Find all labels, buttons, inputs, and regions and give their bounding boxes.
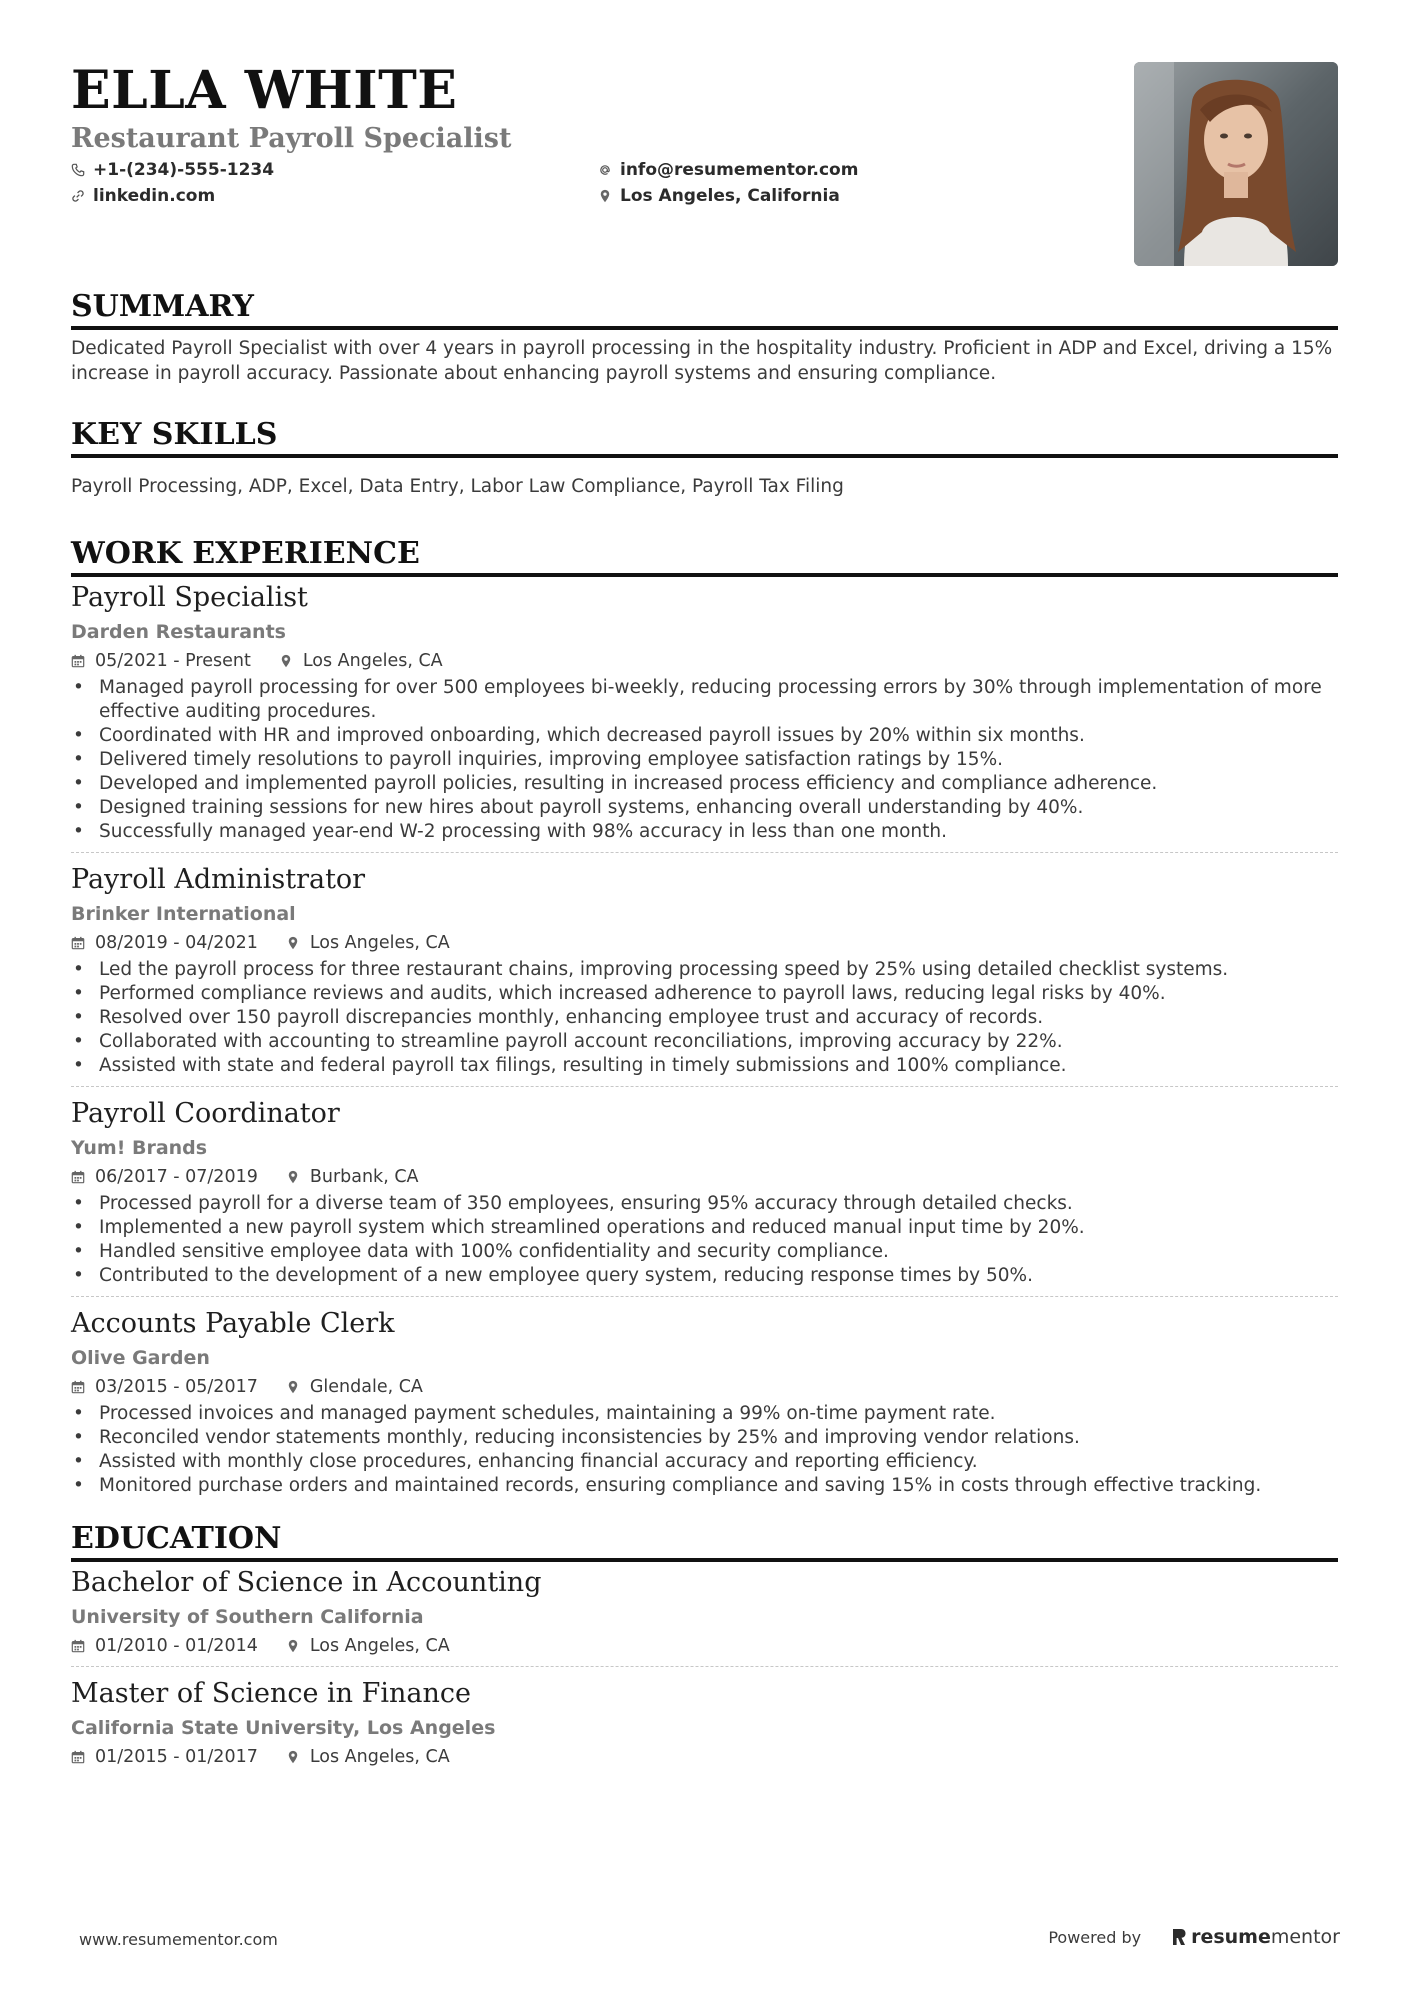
profile-photo (1134, 62, 1338, 266)
linkedin-contact[interactable] (71, 184, 215, 208)
education-meta (71, 1634, 1338, 1658)
resumementor-logo-icon (1171, 1927, 1187, 1947)
bullet-item: • Performed compliance reviews and audits, which increased adherence to payroll laws, reducing legal risks by 40%. (71, 982, 1338, 1006)
experience-section (71, 535, 1338, 1498)
education-location: Los Angeles, CA (309, 1636, 450, 1656)
map-pin-icon (286, 936, 300, 950)
job-title: Payroll Administrator (71, 864, 366, 895)
brand-name-bold: resume (1191, 1926, 1271, 1948)
bullet-item: • Implemented a new payroll system which streamlined operations and reduced manual input time by 20%. (71, 1216, 1338, 1240)
job-location: Los Angeles, CA (302, 651, 443, 671)
summary-section (71, 288, 1338, 386)
job-title: Accounts Payable Clerk (71, 1308, 395, 1339)
job-divider (71, 1086, 1338, 1087)
job-meta (71, 1375, 1338, 1399)
footer-powered-by (1048, 1926, 1340, 1948)
bullet-item: • Coordinated with HR and improved onboarding, which decreased payroll issues by 20% within six months. (71, 724, 1338, 748)
bullet-item: • Developed and implemented payroll policies, resulting in increased process efficiency and compliance adherence. (71, 772, 1338, 796)
bullet-item: • Assisted with monthly close procedures, enhancing financial accuracy and reporting efficiency. (71, 1450, 1338, 1474)
bullet-item: • Collaborated with accounting to streamline payroll account reconciliations, improving accuracy by 22%. (71, 1030, 1338, 1054)
calendar-icon (71, 1380, 85, 1394)
job-title: Payroll Coordinator (71, 1098, 340, 1129)
skills-heading: KEY SKILLS (71, 416, 1338, 458)
job-company: Olive Garden (71, 1347, 210, 1369)
calendar-icon (71, 1750, 85, 1764)
degree-title: Bachelor of Science in Accounting (71, 1567, 542, 1598)
summary-heading: SUMMARY (71, 288, 1338, 330)
phone-icon (71, 163, 85, 177)
candidate-name: ELLA WHITE (71, 60, 458, 121)
bullet-item: • Handled sensitive employee data with 100% confidentiality and security compliance. (71, 1240, 1338, 1264)
bullet-item: • Led the payroll process for three restaurant chains, improving processing speed by 25% using detailed checklist systems. (71, 958, 1338, 982)
degree-title: Master of Science in Finance (71, 1678, 472, 1709)
job-divider (71, 852, 1338, 853)
job-dates: 05/2021 - Present (95, 651, 251, 671)
bullet-item: • Assisted with state and federal payroll tax filings, resulting in timely submissions and 100% compliance. (71, 1054, 1338, 1078)
bullet-item: • Resolved over 150 payroll discrepancies monthly, enhancing employee trust and accuracy of records. (71, 1006, 1338, 1030)
job-meta (71, 931, 1338, 955)
portrait-photo (1134, 62, 1338, 266)
job-divider (71, 1296, 1338, 1297)
at-icon (598, 163, 612, 177)
phone-text: +1-(234)-555-1234 (93, 160, 275, 180)
job-dates: 03/2015 - 05/2017 (95, 1377, 258, 1397)
calendar-icon (71, 1170, 85, 1184)
job-entry (71, 863, 1338, 1078)
summary-text: Dedicated Payroll Specialist with over 4 years in payroll processing in the hospitality industry. Proficient in ADP and Excel, driving a 15% increase in payroll accuracy. Passionate about enhancing payroll systems and ensuring compliance. (71, 338, 1333, 384)
education-meta (71, 1745, 1338, 1769)
school-name: California State University, Los Angeles (71, 1717, 496, 1739)
job-meta (71, 649, 1338, 673)
map-pin-icon (286, 1380, 300, 1394)
map-pin-icon (598, 189, 612, 203)
resume-header (71, 0, 1338, 240)
job-dates: 08/2019 - 04/2021 (95, 933, 258, 953)
bullet-item: • Reconciled vendor statements monthly, reducing inconsistencies by 25% and improving vendor relations. (71, 1426, 1338, 1450)
job-meta (71, 1165, 1338, 1189)
map-pin-icon (279, 654, 293, 668)
education-section (71, 1520, 1338, 1769)
job-bullets (71, 1402, 1338, 1498)
school-name: University of Southern California (71, 1606, 424, 1628)
job-bullets (71, 958, 1338, 1078)
job-entry (71, 581, 1338, 844)
job-company: Darden Restaurants (71, 621, 286, 643)
education-heading: EDUCATION (71, 1520, 1338, 1562)
map-pin-icon (286, 1170, 300, 1184)
education-location: Los Angeles, CA (309, 1747, 450, 1767)
linkedin-text[interactable]: linkedin.com (93, 186, 216, 206)
phone-contact (71, 158, 274, 182)
job-bullets (71, 676, 1338, 844)
job-company: Brinker International (71, 903, 296, 925)
bullet-item: • Processed invoices and managed payment schedules, maintaining a 99% on-time payment rate. (71, 1402, 1338, 1426)
job-bullets (71, 1192, 1338, 1288)
job-location: Los Angeles, CA (309, 933, 450, 953)
footer-website[interactable]: www.resumementor.com (79, 1930, 278, 1949)
location-contact (598, 184, 840, 208)
bullet-item: • Monitored purchase orders and maintained records, ensuring compliance and saving 15% in costs through effective tracking. (71, 1474, 1338, 1498)
brand-name-light: mentor (1270, 1926, 1340, 1948)
brand-logo[interactable] (1171, 1926, 1340, 1948)
job-title: Payroll Specialist (71, 582, 308, 613)
experience-heading: WORK EXPERIENCE (71, 535, 1338, 577)
calendar-icon (71, 654, 85, 668)
job-dates: 06/2017 - 07/2019 (95, 1167, 258, 1187)
job-entry (71, 1307, 1338, 1498)
email-contact[interactable] (598, 158, 858, 182)
bullet-item: • Managed payroll processing for over 500 employees bi-weekly, reducing processing errors by 30% through implementation of more effective auditing procedures. (71, 676, 1338, 724)
map-pin-icon (286, 1750, 300, 1764)
email-text[interactable]: info@resumementor.com (620, 160, 859, 180)
bullet-item: • Delivered timely resolutions to payroll inquiries, improving employee satisfaction ratings by 15%. (71, 748, 1338, 772)
job-entry (71, 1097, 1338, 1288)
education-dates: 01/2010 - 01/2014 (95, 1636, 258, 1656)
job-company: Yum! Brands (71, 1137, 208, 1159)
education-entry (71, 1566, 1338, 1658)
skills-text: Payroll Processing, ADP, Excel, Data Entry, Labor Law Compliance, Payroll Tax Filing (71, 476, 844, 497)
job-location: Burbank, CA (309, 1167, 419, 1187)
bullet-item: • Successfully managed year-end W-2 processing with 98% accuracy in less than one month. (71, 820, 1338, 844)
education-divider (71, 1666, 1338, 1667)
link-icon (71, 189, 85, 203)
calendar-icon (71, 1639, 85, 1653)
job-location: Glendale, CA (309, 1377, 423, 1397)
bullet-item: • Processed payroll for a diverse team of 350 employees, ensuring 95% accuracy through detailed checks. (71, 1192, 1338, 1216)
education-entry (71, 1677, 1338, 1769)
bullet-item: • Designed training sessions for new hires about payroll systems, enhancing overall understanding by 40%. (71, 796, 1338, 820)
candidate-role: Restaurant Payroll Specialist (71, 123, 512, 154)
skills-section (71, 416, 1338, 499)
powered-by-label: Powered by (1048, 1927, 1142, 1947)
location-text: Los Angeles, California (620, 186, 840, 206)
bullet-item: • Contributed to the development of a new employee query system, reducing response times by 50%. (71, 1264, 1338, 1288)
calendar-icon (71, 936, 85, 950)
map-pin-icon (286, 1639, 300, 1653)
education-dates: 01/2015 - 01/2017 (95, 1747, 258, 1767)
